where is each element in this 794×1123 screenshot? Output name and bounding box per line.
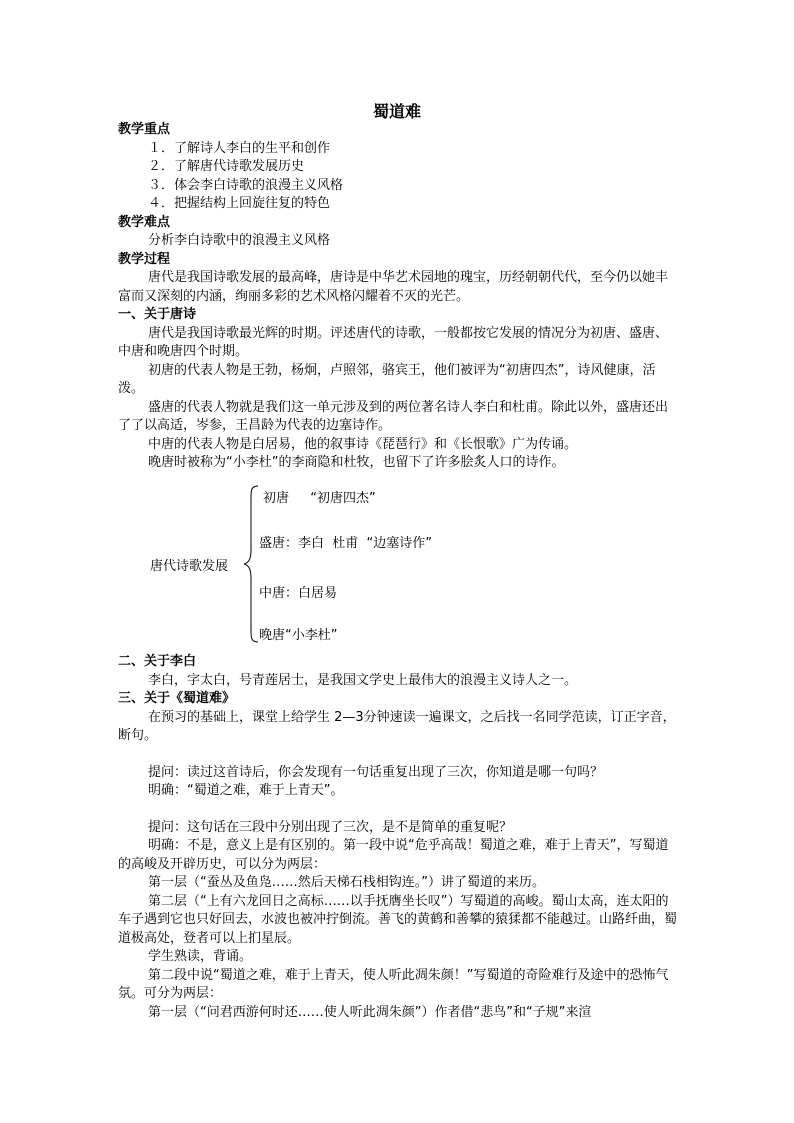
diagram-branch: 中唐：白居易	[259, 586, 338, 601]
teaching-focus	[118, 121, 678, 473]
difficulty-heading: 教学难点	[118, 214, 171, 230]
paragraph: 学生熟读，背诵。	[148, 949, 253, 964]
focus-item: １．了解诗人李白的生平和创作	[148, 140, 331, 156]
sections-2-3	[118, 653, 678, 1022]
question: 提问：读过这首诗后，你会发现有一句话重复出现了三次，你知道是哪一句吗？	[148, 764, 604, 780]
paragraph: 第一层（“蚕丛及鱼凫……然后天梯石栈相钩连。”）讲了蜀道的来历。	[148, 875, 545, 890]
tang-poetry-diagram	[118, 478, 678, 648]
difficulty-item: 分析李白诗歌中的浪漫主义风格	[148, 233, 331, 248]
paragraph: 盛唐的代表人物就是我们这一单元涉及到的两位著名诗人李白和杜甫。除此以外，盛唐还出了了以高适，岑参，王昌龄为代表的边塞诗作。	[118, 399, 669, 433]
focus-item: ４．把握结构上回旋往复的特色	[148, 196, 331, 211]
section3-heading: 三、关于《蜀道难》	[118, 691, 236, 706]
page-title: 蜀道难	[372, 102, 421, 121]
focus-item: ２．了解唐代诗歌发展历史	[148, 159, 305, 174]
diagram-branch: 晚唐“小李杜”	[259, 628, 338, 643]
paragraph: 中唐的代表人物是白居易，他的叙事诗《琵琶行》和《长恨歌》广为传诵。	[148, 436, 578, 452]
process-heading: 教学过程	[118, 251, 171, 267]
brace-icon	[242, 484, 262, 644]
diagram-branch: 盛唐：李白 杜甫 “边塞诗作”	[259, 536, 432, 551]
paragraph: 唐代是我国诗歌最光辉的时期。评述唐代的诗歌，一般都按它发展的情况分为初唐、盛唐、中唐和晚唐四个时期。	[118, 325, 669, 359]
focus-item: ３．体会李白诗歌的浪漫主义风格	[148, 177, 344, 193]
paragraph: 第二层（“上有六龙回日之高标……以手抚膺坐长叹”）写蜀道的高峻。蜀山太高，连太阳的车子遇到它也只好回去，水波也被冲拧倒流。善飞的黄鹤和善攀的猿猱都不能越过。山路纤曲，蜀道极高处，登者可以上扪星辰。	[118, 893, 678, 946]
paragraph: 初唐的代表人物是王勃，杨炯，卢照邻，骆宾王，他们被评为“初唐四杰”，诗风健康，活泼。	[118, 362, 656, 396]
paragraph: 李白，字太白，号青莲居士，是我国文学史上最伟大的浪漫主义诗人之一。	[148, 672, 578, 688]
paragraph: 第一层（“问君西游何时还……使人听此凋朱颜”）作者借“悲鸟”和“子规”来渲	[148, 1004, 592, 1020]
answer: 明确：不是，意义上是有区别的。第一段中说“危乎高哉！蜀道之难，难于上青天”，写蜀道的高峻及开辟历史，可以分为两层：	[118, 838, 669, 872]
paragraph: 在预习的基础上，课堂上给学生 2—3分钟速读一遍课文，之后找一名同学范读，订正字音，断句。	[118, 709, 676, 743]
question: 提问：这句话在三段中分别出现了三次，是不是简单的重复呢？	[148, 819, 513, 835]
section1-heading: 一、关于唐诗	[118, 307, 197, 322]
diagram-root: 唐代诗歌发展	[150, 559, 229, 574]
focus-heading: 教学重点	[118, 122, 171, 137]
section2-heading: 二、关于李白	[118, 654, 197, 669]
paragraph: 晚唐时被称为“小李杜”的李商隐和杜牧，也留下了许多脍炙人口的诗作。	[148, 455, 565, 470]
answer: 明确：“蜀道之难，难于上青天”。	[148, 783, 344, 798]
process-intro: 唐代是我国诗歌发展的最高峰，唐诗是中华艺术园地的瑰宝，历经朝朝代代，至今仍以她丰富而又深刻的内涵，绚丽多彩的艺术风格闪耀着不灭的光芒。	[118, 270, 669, 304]
paragraph: 第二段中说“蜀道之难，难于上青天，使人听此凋朱颜！”写蜀道的奇险难行及途中的恐怖气氛。可分为两层：	[118, 967, 669, 1001]
diagram-branch: 初唐 “初唐四杰”	[263, 491, 376, 506]
